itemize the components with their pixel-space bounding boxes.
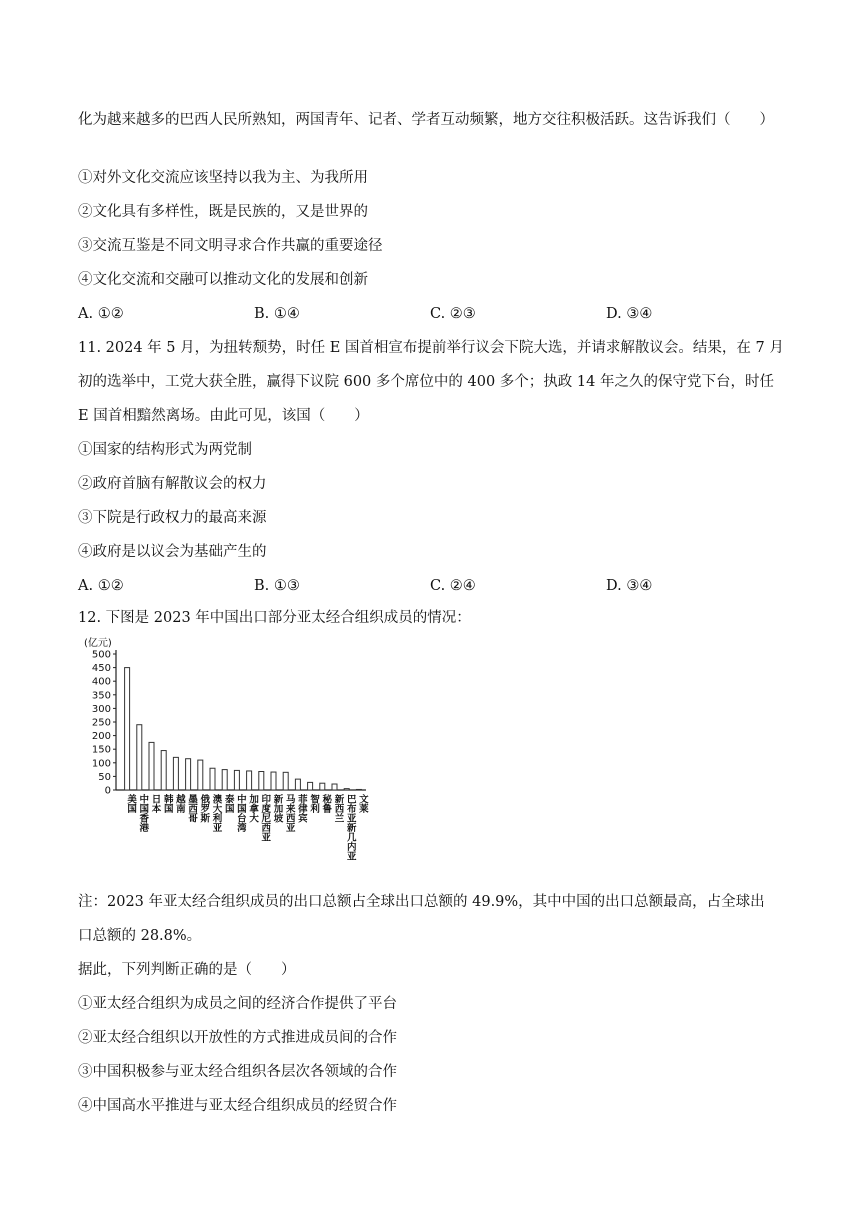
q11-stem-line-1: 11. 2024 年 5 月，为扭转颓势，时任 E 国首相宣布提前举行议会下院大选，并请求解散议会。结果，在 7 月: [78, 340, 784, 356]
bar: [173, 757, 178, 790]
category-label: 日本: [149, 794, 161, 813]
y-tick-label: 50: [98, 771, 111, 783]
q12-stem: 12. 下图是 2023 年中国出口部分亚太经合组织成员的情况：: [78, 610, 471, 626]
bar: [210, 768, 215, 790]
bar: [295, 779, 300, 790]
q11-statement-4: ④政府是以议会为基础产生的: [78, 544, 267, 560]
q11-option-c: C. ②④: [430, 578, 476, 594]
bar: [356, 789, 361, 790]
category-label: 新加坡: [271, 794, 283, 823]
q10-option-b: B. ①④: [254, 306, 300, 322]
bar: [234, 770, 239, 790]
q11-stem-line-3: E 国首相黯然离场。由此可见，该国（ ）: [78, 408, 369, 424]
category-label: 韩国: [161, 794, 173, 813]
q12-statement-2: ②亚太经合组织以开放性的方式推进成员间的合作: [78, 1030, 397, 1046]
bar: [344, 789, 349, 790]
category-label: 加拿大: [247, 794, 259, 823]
y-tick-label: 400: [91, 676, 111, 688]
q11-option-d: D. ③④: [606, 578, 653, 594]
q12-statement-4: ④中国高水平推进与亚太经合组织成员的经贸合作: [78, 1098, 397, 1114]
q10-statement-2: ②文化具有多样性，既是民族的，又是世界的: [78, 204, 368, 220]
q10-option-c: C. ②③: [430, 306, 476, 322]
bar: [125, 668, 130, 790]
category-label: 越南: [173, 794, 185, 813]
category-label: 新西兰: [332, 794, 344, 823]
q11-statement-3: ③下院是行政权力的最高来源: [78, 510, 267, 526]
y-tick-label: 500: [91, 649, 111, 661]
category-label: 俄罗斯: [198, 794, 210, 823]
bar: [283, 772, 288, 790]
category-label: 文莱: [356, 794, 368, 813]
bar: [186, 759, 191, 790]
category-label: 泰国: [222, 794, 234, 813]
y-tick-label: 250: [91, 717, 111, 729]
y-axis-label: (亿元): [84, 638, 112, 649]
category-label: 智利: [308, 794, 320, 813]
y-tick-label: 150: [91, 744, 111, 756]
category-label: 秘鲁: [320, 794, 332, 813]
bar: [161, 751, 166, 790]
q11-statement-2: ②政府首脑有解散议会的权力: [78, 476, 267, 492]
y-tick-label: 200: [91, 731, 111, 743]
bar: [137, 725, 142, 790]
q11-option-b: B. ①③: [254, 578, 300, 594]
q10-stem: 化为越来越多的巴西人民所熟知，两国青年、记者、学者互动频繁，地方交往积极活跃。这告诉我们（ ）: [78, 112, 774, 128]
bar: [198, 760, 203, 790]
q11-stem-line-2: 初的选举中，工党大获全胜，赢得下议院 600 多个席位中的 400 多个；执政 14 年之久的保守党下台，时任: [78, 374, 774, 390]
category-label: 中国台湾: [234, 794, 246, 832]
q10-option-d: D. ③④: [606, 306, 653, 322]
y-tick-label: 350: [91, 690, 111, 702]
q10-option-a: A. ①②: [78, 306, 124, 322]
q10-statement-1: ①对外文化交流应该坚持以我为主、为我所用: [78, 170, 368, 186]
q12-note-line-2: 口总额的 28.8%。: [78, 928, 202, 944]
q12-prompt: 据此，下列判断正确的是（ ）: [78, 962, 296, 978]
y-tick-label: 0: [104, 785, 111, 797]
bar: [149, 742, 154, 790]
category-label: 墨西哥: [186, 794, 198, 823]
bar: [308, 782, 313, 790]
bar: [222, 770, 227, 790]
category-label: 巴布亚新几内亚: [344, 794, 356, 861]
q10-statement-3: ③交流互鉴是不同文明寻求合作共赢的重要途径: [78, 238, 383, 254]
bar: [259, 772, 264, 790]
q12-statement-3: ③中国积极参与亚太经合组织各层次各领域的合作: [78, 1064, 397, 1080]
export-bar-chart: [78, 632, 378, 872]
category-label: 澳大利亚: [210, 794, 222, 832]
y-tick-label: 300: [91, 703, 111, 715]
q12-note-line-1: 注：2023 年亚太经合组织成员的出口总额占全球出口总额的 49.9%，其中中国的出口总额最高，占全球出: [78, 894, 765, 910]
category-label: 中国香港: [137, 794, 149, 832]
bar: [247, 771, 252, 790]
bar: [320, 783, 325, 790]
bar: [332, 784, 337, 790]
category-label: 印度尼西亚: [259, 794, 271, 842]
q10-statement-4: ④文化交流和交融可以推动文化的发展和创新: [78, 272, 368, 288]
bar: [271, 772, 276, 790]
q11-option-a: A. ①②: [78, 578, 124, 594]
y-tick-label: 100: [91, 758, 111, 770]
q12-statement-1: ①亚太经合组织为成员之间的经济合作提供了平台: [78, 996, 397, 1012]
category-label: 美国: [125, 794, 137, 813]
q11-statement-1: ①国家的结构形式为两党制: [78, 442, 252, 458]
category-label: 马来西亚: [283, 794, 295, 832]
category-label: 菲律宾: [295, 794, 307, 823]
y-tick-label: 450: [91, 663, 111, 675]
